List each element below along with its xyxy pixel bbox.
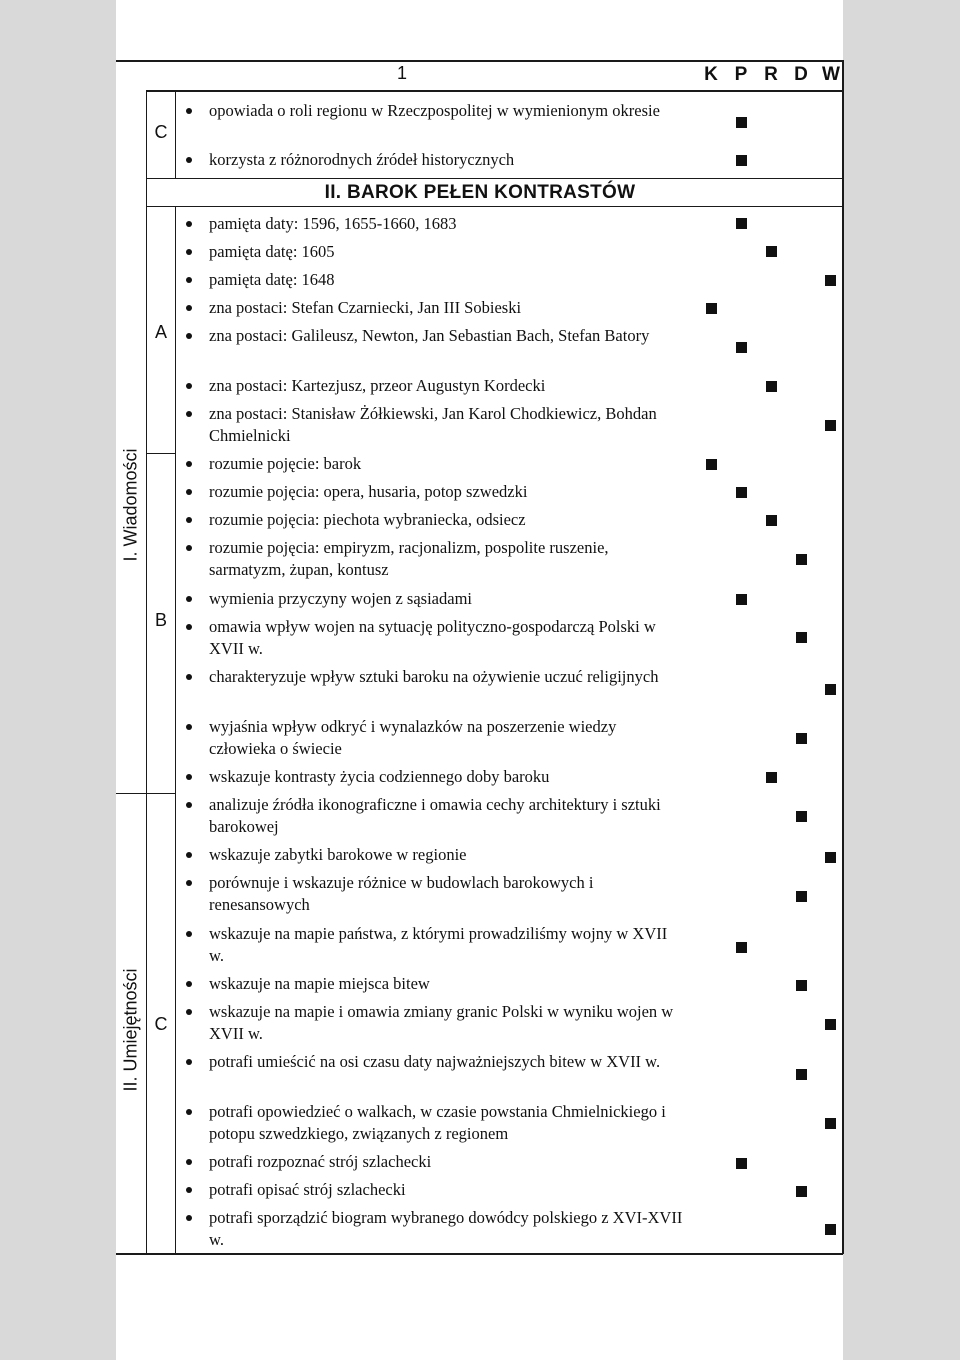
category-knowledge: I. Wiadomości <box>120 448 141 562</box>
bullet-icon <box>186 1059 192 1065</box>
requirement-marker <box>825 852 836 863</box>
requirement-marker <box>766 246 777 257</box>
bullet-icon <box>186 249 192 255</box>
section-rule-top <box>146 178 843 179</box>
list-item: wskazuje na mapie miejsca bitew <box>186 973 686 995</box>
bullet-icon <box>186 157 192 163</box>
bullet-icon <box>186 333 192 339</box>
list-item: potrafi rozpoznać strój szlachecki <box>186 1151 686 1173</box>
requirement-marker <box>825 275 836 286</box>
bullet-icon <box>186 774 192 780</box>
column-header-d: D <box>794 64 808 85</box>
list-item: potrafi opisać strój szlachecki <box>186 1179 686 1201</box>
requirement-marker <box>736 218 747 229</box>
bullet-icon <box>186 880 192 886</box>
list-item: rozumie pojęcie: barok <box>186 453 686 475</box>
requirement-marker <box>796 554 807 565</box>
bullet-icon <box>186 305 192 311</box>
bullet-icon <box>186 1159 192 1165</box>
requirement-marker <box>706 303 717 314</box>
level-label-a: A <box>154 322 167 342</box>
requirement-marker <box>825 1019 836 1030</box>
requirement-marker <box>796 733 807 744</box>
bullet-icon <box>186 489 192 495</box>
requirement-marker <box>736 487 747 498</box>
level-column-rule-top <box>175 90 176 178</box>
bullet-icon <box>186 1187 192 1193</box>
bullet-icon <box>186 852 192 858</box>
requirement-marker <box>736 942 747 953</box>
list-item: korzysta z różnorodnych źródeł historycznych <box>186 149 686 171</box>
bullet-icon <box>186 517 192 523</box>
bullet-icon <box>186 674 192 680</box>
bullet-icon <box>186 624 192 630</box>
list-item: wymienia przyczyny wojen z sąsiadami <box>186 588 686 610</box>
requirement-marker <box>825 684 836 695</box>
list-item: wyjaśnia wpływ odkryć i wynalazków na poszerzenie wiedzy człowieka o świecie <box>186 716 686 760</box>
bullet-icon <box>186 411 192 417</box>
level-label-c-top: C <box>154 122 168 142</box>
table-right-border <box>842 60 844 1254</box>
column-header-p: P <box>734 64 748 85</box>
list-item: potrafi sporządzić biogram wybranego dowódcy polskiego z XVI-XVII w. <box>186 1207 686 1251</box>
list-item: rozumie pojęcia: piechota wybraniecka, odsiecz <box>186 509 686 531</box>
bullet-icon <box>186 724 192 730</box>
list-item: zna postaci: Galileusz, Newton, Jan Sebastian Bach, Stefan Batory <box>186 325 686 347</box>
bullet-icon <box>186 981 192 987</box>
column-header-w: W <box>822 64 840 85</box>
level-label-c: C <box>154 1014 168 1034</box>
level-divider-a-b <box>146 453 176 454</box>
list-item: rozumie pojęcia: opera, husaria, potop szwedzki <box>186 481 686 503</box>
list-item: pamięta datę: 1605 <box>186 241 686 263</box>
list-item: wskazuje kontrasty życia codziennego doby baroku <box>186 766 686 788</box>
bullet-icon <box>186 596 192 602</box>
level-label-b: B <box>154 610 167 630</box>
list-item: charakteryzuje wpływ sztuki baroku na ożywienie uczuć religijnych <box>186 666 686 688</box>
requirement-marker <box>796 1186 807 1197</box>
requirement-marker <box>796 980 807 991</box>
requirement-marker <box>766 515 777 526</box>
bullet-icon <box>186 1109 192 1115</box>
category-column-rule <box>146 90 147 1254</box>
category-skills: II. Umiejętności <box>120 968 141 1092</box>
list-item: omawia wpływ wojen na sytuację polityczno-gospodarczą Polski w XVII w. <box>186 616 686 660</box>
bullet-icon <box>186 221 192 227</box>
list-item: wskazuje na mapie i omawia zmiany granic Polski w wyniku wojen w XVII w. <box>186 1001 686 1045</box>
list-item: opowiada o roli regionu w Rzeczpospolitej w wymienionym okresie <box>186 100 686 122</box>
bullet-icon <box>186 383 192 389</box>
list-item: wskazuje na mapie państwa, z którymi prowadziliśmy wojny w XVII w. <box>186 923 686 967</box>
requirement-marker <box>825 1224 836 1235</box>
requirement-marker <box>796 811 807 822</box>
bullet-icon <box>186 802 192 808</box>
bullet-icon <box>186 108 192 114</box>
list-item: zna postaci: Stanisław Żółkiewski, Jan Karol Chodkiewicz, Bohdan Chmielnicki <box>186 403 686 447</box>
list-item: rozumie pojęcia: empiryzm, racjonalizm, pospolite ruszenie, sarmatyzm, żupan, kontusz <box>186 537 686 581</box>
requirement-marker <box>796 632 807 643</box>
column-header-r: R <box>764 64 778 85</box>
table-top-border <box>116 60 843 62</box>
requirement-marker <box>736 594 747 605</box>
bullet-icon <box>186 277 192 283</box>
list-item: zna postaci: Kartezjusz, przeor Augustyn Kordecki <box>186 375 686 397</box>
list-item: pamięta datę: 1648 <box>186 269 686 291</box>
requirement-marker <box>736 342 747 353</box>
list-item: wskazuje zabytki barokowe w regionie <box>186 844 686 866</box>
requirement-marker <box>706 459 717 470</box>
list-item: potrafi opowiedzieć o walkach, w czasie powstania Chmielnickiego i potopu szwedzkiego, związanych z regionem <box>186 1101 686 1145</box>
page-number: 1 <box>397 63 408 83</box>
requirement-marker <box>766 381 777 392</box>
list-item: pamięta daty: 1596, 1655-1660, 1683 <box>186 213 686 235</box>
requirement-marker <box>825 420 836 431</box>
section-title: II. BAROK PEŁEN KONTRASTÓW <box>324 182 636 203</box>
level-column-rule <box>175 206 176 1254</box>
bullet-icon <box>186 1009 192 1015</box>
requirement-marker <box>796 1069 807 1080</box>
table-bottom-border <box>116 1253 843 1255</box>
section-rule-bottom <box>146 206 843 207</box>
requirement-marker <box>736 155 747 166</box>
requirement-marker <box>796 891 807 902</box>
column-header-k: K <box>704 64 718 85</box>
bullet-icon <box>186 545 192 551</box>
bullet-icon <box>186 461 192 467</box>
list-item: potrafi umieścić na osi czasu daty najważniejszych bitew w XVII w. <box>186 1051 686 1073</box>
list-item: analizuje źródła ikonograficzne i omawia cechy architektury i sztuki barokowej <box>186 794 686 838</box>
requirement-marker <box>766 772 777 783</box>
requirement-marker <box>736 117 747 128</box>
bullet-icon <box>186 1215 192 1221</box>
requirement-marker <box>825 1118 836 1129</box>
bullet-icon <box>186 931 192 937</box>
requirement-marker <box>736 1158 747 1169</box>
list-item: porównuje i wskazuje różnice w budowlach barokowych i renesansowych <box>186 872 686 916</box>
header-rule <box>146 90 843 92</box>
list-item: zna postaci: Stefan Czarniecki, Jan III Sobieski <box>186 297 686 319</box>
